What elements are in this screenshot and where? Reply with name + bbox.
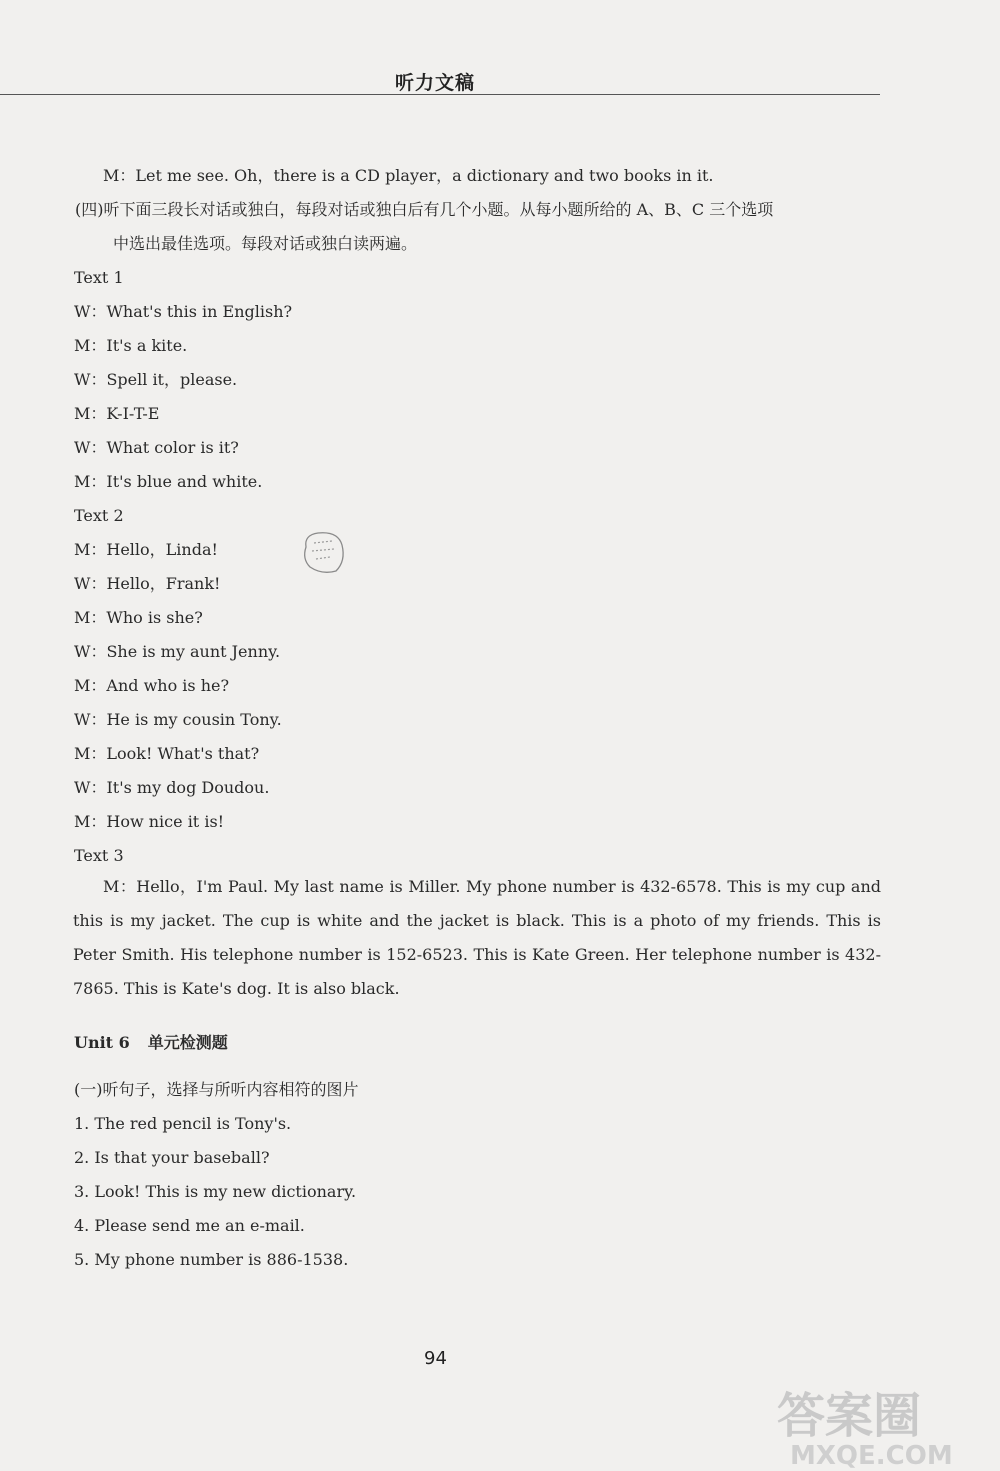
watermark-title: 答案圈 <box>777 1388 922 1444</box>
list-item: 4. Please send me an e-mail. <box>74 1216 305 1235</box>
text-heading: Text 3 <box>74 846 124 865</box>
unit-instruction: (一)听句子，选择与所听内容相符的图片 <box>74 1080 359 1099</box>
page-header-title: 听力文稿 <box>395 72 476 94</box>
header-rule <box>0 94 880 95</box>
unit-title: 单元检测题 <box>147 1033 228 1052</box>
dialogue-line: M：Look! What's that? <box>74 744 260 763</box>
section-instruction-cont: 中选出最佳选项。每段对话或独白读两遍。 <box>113 234 418 253</box>
dialogue-line: M：Hello，Linda! <box>74 540 218 559</box>
section-instruction: (四)听下面三段长对话或独白，每段对话或独白后有几个小题。从每小题所给的 A、B、C 三个选项 <box>75 200 774 219</box>
dialogue-line: W：She is my aunt Jenny. <box>74 642 281 661</box>
watermark-url: MXQE.COM <box>790 1441 953 1468</box>
text-heading: Text 1 <box>74 268 124 287</box>
dialogue-line: W：Hello，Frank! <box>74 574 221 593</box>
text-heading: Text 2 <box>74 506 124 525</box>
transcript-line: M：Let me see. Oh，there is a CD player，a dictionary and two books in it. <box>103 166 714 185</box>
text3-paragraph: M：Hello，I'm Paul. My last name is Miller. My phone number is 432-6578. This is my cup and this is my jacket. The cup is white and the jacket is black. This is a photo of my friends. This is Peter Smith. His telephone number is 152-6523. This is Kate Green. Her telephone number is 432-7865. This is Kate's dog. It is also black. <box>73 877 881 998</box>
unit-section-title <box>74 1030 228 1053</box>
list-item: 5. My phone number is 886-1538. <box>74 1250 349 1269</box>
dialogue-line: M：It's blue and white. <box>74 472 263 491</box>
dialogue-line: W：It's my dog Doudou. <box>74 778 270 797</box>
dialogue-line: M：How nice it is! <box>74 812 225 831</box>
dialogue-line: W：He is my cousin Tony. <box>74 710 282 729</box>
dialogue-line: M：Who is she? <box>74 608 203 627</box>
stamp-mark <box>298 527 348 577</box>
dialogue-line: M：K-I-T-E <box>74 404 160 423</box>
dialogue-line: W：What color is it? <box>74 438 239 457</box>
list-item: 3. Look! This is my new dictionary. <box>74 1182 357 1201</box>
dialogue-line: W：What's this in English? <box>74 302 293 321</box>
dialogue-line: W：Spell it，please. <box>74 370 238 389</box>
dialogue-line: M：It's a kite. <box>74 336 188 355</box>
watermark-logo <box>772 1380 997 1468</box>
dialogue-line: M：And who is he? <box>74 676 230 695</box>
list-item: 2. Is that your baseball? <box>74 1148 270 1167</box>
list-item: 1. The red pencil is Tony's. <box>74 1114 292 1133</box>
page-header <box>0 62 1000 98</box>
page-number: 94 <box>424 1348 447 1369</box>
unit-label: Unit 6 <box>74 1033 130 1052</box>
